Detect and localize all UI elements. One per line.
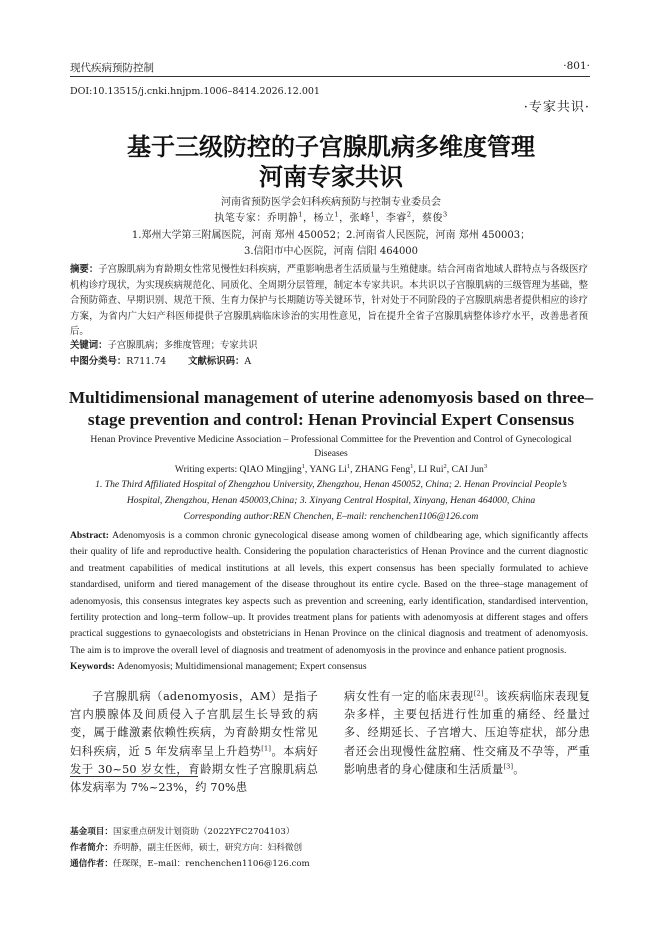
en-authors bbox=[0, 463, 662, 477]
cn-abstract-text: 子宫腺肌病为育龄期女性常见慢性妇科疾病，严重影响患者生活质量与生殖健康。结合河南省地域人群特点与各级医疗机构诊疗现状，为实现疾病规范化、同质化、全周期分层管理，制定本专家共识。本共识以子宫腺肌病的三级管理为基础，整合预防筛查、早期识别、规范干预、生育力保护与长期随访等关键环节，针对处于不同阶段的子宫腺肌病患者提供相应的诊疗方案，为省内广大妇产科医师提供子宫腺肌病临床诊治的实用性意见，旨在提升全省子宫腺肌病整体诊疗水平，改善患者预后。 bbox=[70, 264, 588, 338]
author-name: 李睿 bbox=[385, 213, 407, 224]
author-separator: , bbox=[446, 464, 452, 475]
author-separator: , bbox=[413, 464, 419, 475]
author-name: ZHANG Feng bbox=[354, 464, 411, 475]
corresponding-text: 任琛琛，E–mail：renchenchen1106@126.com bbox=[112, 859, 310, 869]
author-name: 乔明静 bbox=[266, 213, 299, 224]
footnote-fund bbox=[70, 826, 294, 838]
section-tag: ·专家共识· bbox=[523, 100, 590, 115]
page-number: ·801· bbox=[563, 60, 590, 72]
author-affiliation-mark: 1 bbox=[370, 210, 376, 219]
cn-organization: 河南省预防医学会妇科疾病预防与控制专业委员会 bbox=[221, 197, 441, 208]
author-name: 张峰 bbox=[349, 213, 371, 224]
fund-text: 国家重点研发计划资助（2022YFC2704103） bbox=[112, 827, 295, 837]
corresponding-label: 通信作者： bbox=[70, 859, 113, 869]
cn-abstract-label: 摘要： bbox=[70, 264, 99, 275]
cn-affiliation-line-2: 3.信阳市中心医院，河南 信阳 464000 bbox=[243, 246, 419, 257]
citation-ref-3: [3] bbox=[503, 762, 514, 771]
author-affiliation-mark: 3 bbox=[483, 462, 488, 470]
author-affiliation-mark: 1 bbox=[301, 462, 305, 470]
doi: DOI:10.13515/j.cnki.hnjpm.1006–8414.2026.12.001 bbox=[70, 86, 320, 97]
fund-label: 基金项目： bbox=[70, 827, 113, 837]
author-separator: , bbox=[304, 464, 310, 475]
author-separator: ， bbox=[375, 213, 386, 224]
author-name: CAI Jun bbox=[451, 464, 484, 475]
cn-keywords-label: 关键词： bbox=[70, 340, 108, 351]
author-name: QIAO Mingjing bbox=[239, 464, 302, 475]
author-separator: ， bbox=[411, 213, 422, 224]
cn-affiliation-line-1: 1.郑州大学第三附属医院，河南 郑州 450052；2.河南省人民医院，河南 郑州 450003； bbox=[131, 230, 531, 241]
body-column-left bbox=[70, 688, 318, 797]
cn-doc-label: 文献标识码： bbox=[188, 356, 245, 367]
en-organization-line-2: Diseases bbox=[314, 448, 348, 459]
cn-keywords bbox=[70, 339, 258, 353]
cn-doc-value: A bbox=[244, 356, 252, 367]
cn-keywords-text: 子宫腺肌病；多维度管理；专家共识 bbox=[107, 340, 258, 351]
en-title-line-1: Multidimensional management of uterine adenomyosis based on three– bbox=[68, 388, 594, 407]
author-affiliation-mark: 1 bbox=[346, 462, 351, 470]
author-bio-label: 作者简介： bbox=[70, 843, 113, 853]
author-separator: ， bbox=[303, 213, 314, 224]
en-affiliation-line-2: Hospital, Zhengzhou, Henan 450003,China; 3. Xinyang Central Hospital, Xinyang, Henan 464000, China bbox=[126, 495, 536, 506]
footnote-divider bbox=[70, 776, 198, 777]
body-left-text-2: 。本病好发于 30~50 岁女性，育龄期女性子宫腺肌病总体发病率为 7%~23%，约 70%患 bbox=[70, 744, 318, 795]
body-column-right bbox=[344, 688, 590, 779]
author-name: 蔡俊 bbox=[421, 213, 443, 224]
author-separator: ， bbox=[339, 213, 350, 224]
en-abstract-text: Adenomyosis is a common chronic gynecological disease among women of childbearing age, which significantly affects their quality of life and reproductive health. Considering the population characteristics of Henan Province and the current diagnostic and treatment capabilities of medical institutions at all levels, this expert consensus has been specially formulated to achieve standardised, uniform and tiered management of the disease throughout its entire cycle. Based on the three–stage management of adenomyosis, this consensus integrates key aspects such as prevention and screening, early identification, standardised intervention, fertility protection and long–term follow–up. It provides treatment plans for patients with adenomyosis at different stages and offers practical suggestions to gynaecologists and obstetricians in Henan Province on the clinical diagnosis and treatment of adenomyosis. The aim is to improve the overall level of diagnosis and treatment of adenomyosis in the province and enhance patient prognosis. bbox=[70, 530, 588, 656]
footnote-author-bio bbox=[70, 842, 302, 854]
cn-authors bbox=[0, 212, 662, 226]
en-organization-line-1: Henan Province Preventive Medicine Association – Professional Committee for the Prevention and Control of Gynecological bbox=[90, 434, 572, 445]
cn-authors-label: 执笔专家： bbox=[214, 213, 267, 224]
en-author-list bbox=[240, 464, 488, 475]
body-right-text-3: 。 bbox=[513, 762, 525, 776]
author-affiliation-mark: 1 bbox=[298, 210, 304, 219]
author-name: YANG Li bbox=[309, 464, 347, 475]
cn-class-value: R711.74 bbox=[126, 356, 167, 367]
en-keywords-text: Adenomyosis; Multidimensional management; Expert consensus bbox=[117, 661, 367, 672]
running-head bbox=[70, 58, 590, 77]
cn-title-line-2: 河南专家共识 bbox=[259, 162, 403, 191]
en-corresponding-author: Corresponding author:REN Chenchen, E–mail: renchenchen1106@126.com bbox=[183, 511, 479, 522]
author-name: 杨立 bbox=[313, 213, 335, 224]
body-left-text-1: 子宫腺肌病（adenomyosis，AM）是指子宫内膜腺体及间质侵入子宫肌层生长导致的病变，属于雌激素依赖性疾病，为育龄期女性常见妇科疾病，近 5 年发病率呈上升趋势 bbox=[70, 690, 318, 758]
body-right-text-1: 病女性有一定的临床表现 bbox=[344, 690, 474, 703]
citation-ref-1: [1] bbox=[261, 743, 272, 752]
cn-author-list bbox=[266, 210, 448, 224]
en-keywords bbox=[70, 660, 367, 674]
cn-class-label: 中图分类号： bbox=[70, 356, 127, 367]
author-bio-text: 乔明静，副主任医师，硕士，研究方向：妇科微创 bbox=[112, 843, 303, 853]
en-title-line-2: stage prevention and control: Henan Provincial Expert Consensus bbox=[87, 410, 575, 429]
cn-classification bbox=[70, 355, 251, 369]
author-affiliation-mark: 1 bbox=[410, 462, 414, 470]
cn-abstract bbox=[70, 262, 588, 340]
author-affiliation-mark: 2 bbox=[443, 462, 447, 470]
en-abstract bbox=[70, 528, 588, 659]
en-abstract-label: Abstract: bbox=[70, 530, 113, 541]
citation-ref-2: [2] bbox=[473, 689, 484, 698]
journal-name: 现代疾病预防控制 bbox=[70, 62, 154, 74]
en-keywords-label: Keywords: bbox=[70, 661, 118, 672]
body-right-text-2: 。该疾病临床表现复杂多样，主要包括进行性加重的痛经、经量过多、经期延长、子宫增大、压迫等症状，部分患者还会出现慢性盆腔痛、性交痛及不孕等，严重影响患者的身心健康和生活质量 bbox=[344, 690, 590, 776]
en-authors-label: Writing experts: bbox=[174, 464, 240, 475]
author-name: LI Rui bbox=[418, 464, 444, 475]
author-affiliation-mark: 2 bbox=[406, 210, 412, 219]
author-affiliation-mark: 1 bbox=[334, 210, 340, 219]
author-affiliation-mark: 3 bbox=[442, 210, 448, 219]
footnote-corresponding bbox=[70, 858, 310, 870]
author-separator: , bbox=[350, 464, 355, 475]
cn-title-line-1: 基于三级防控的子宫腺肌病多维度管理 bbox=[127, 132, 535, 161]
en-affiliation-line-1: 1. The Third Affiliated Hospital of Zhengzhou University, Zhengzhou, Henan 450052, China; 2. Henan Provincial People’s bbox=[95, 479, 567, 490]
